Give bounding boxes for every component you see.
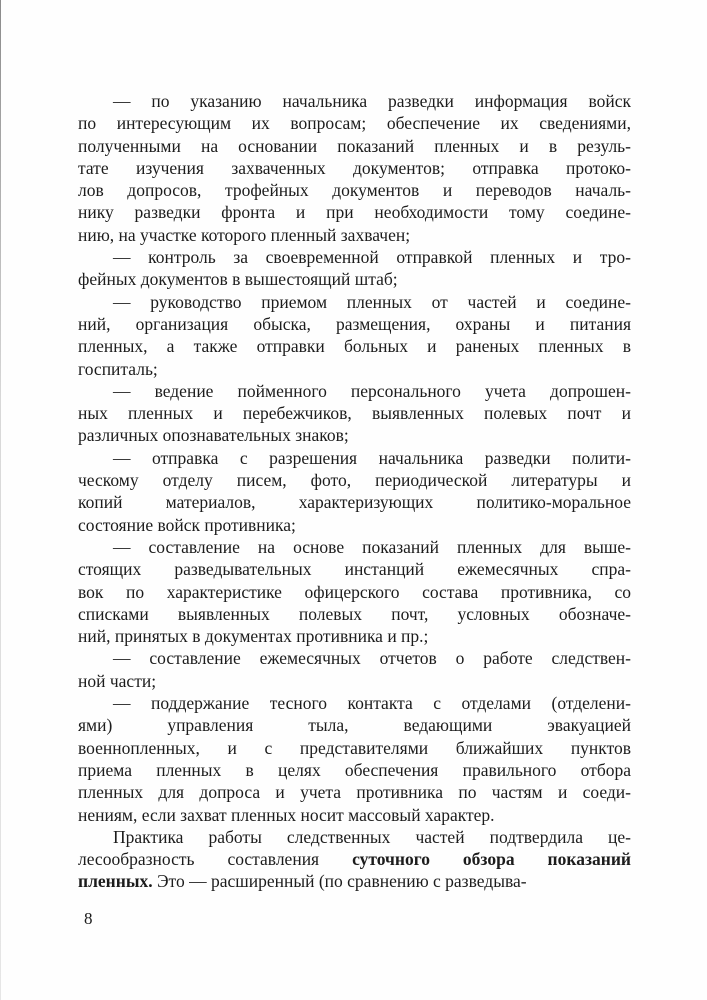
text-line	[78, 291, 631, 313]
text-line	[78, 402, 631, 424]
text-segment: пленных, а также отправки больных и раненых пленных в	[78, 336, 631, 357]
text-segment: — по указанию начальника разведки информация войск	[113, 91, 631, 111]
text-segment: фейных документов в вышестоящий штаб;	[78, 269, 398, 290]
text-segment: Это — расширенный (по сравнению с разведыва-	[152, 871, 527, 892]
text-segment: полученными на основании показаний пленных и в резуль-	[78, 135, 631, 156]
text-line	[78, 781, 631, 803]
text-line	[78, 536, 631, 558]
text-segment: — отправка с разрешения начальника разведки полити-	[113, 447, 631, 468]
text-segment: по интересующим их вопросам; обеспечение их сведениями,	[78, 113, 631, 134]
paragraph	[78, 246, 631, 291]
paragraph	[78, 447, 631, 536]
text-segment: ной части;	[78, 670, 157, 691]
page-number: 8	[84, 909, 93, 928]
text-line	[78, 112, 631, 134]
text-line	[78, 380, 631, 402]
text-segment: пленных для допроса и учета противника по частям и соеди-	[78, 782, 631, 803]
text-line	[78, 157, 631, 179]
text-line	[78, 201, 631, 223]
text-segment: — ведение пойменного персонального учета допрошен-	[113, 380, 631, 401]
text-line	[78, 514, 631, 536]
text-line	[78, 714, 631, 736]
paragraph	[78, 647, 631, 692]
bold-text-segment: пленных.	[78, 871, 153, 892]
paragraph	[78, 826, 631, 893]
text-segment: ческому отделу писем, фото, периодической литературы и	[78, 470, 631, 491]
text-line	[78, 135, 631, 157]
paragraph	[78, 380, 631, 447]
text-segment: Практика работы следственных частей подтвердила це-	[113, 826, 631, 847]
text-line	[78, 692, 631, 714]
text-line	[78, 603, 631, 625]
text-block	[78, 90, 631, 893]
text-line	[78, 558, 631, 580]
text-segment: — контроль за своевременной отправкой пленных и тро-	[113, 247, 631, 268]
text-line	[78, 424, 631, 446]
text-segment: ний, принятых в документах противника и пр.;	[78, 626, 429, 647]
paragraph	[78, 90, 631, 246]
text-segment: приема пленных в целях обеспечения правильного отбора	[78, 759, 631, 780]
text-segment: — составление на основе показаний пленных для выше-	[113, 536, 631, 557]
text-line	[78, 469, 631, 491]
paragraph	[78, 536, 631, 647]
bold-text-segment: суточного обзора показаний	[352, 849, 631, 870]
text-line	[78, 848, 631, 870]
text-segment: копий материалов, характеризующих политико-моральное	[78, 492, 631, 513]
text-segment: тате изучения захваченных документов; отправка протоко-	[78, 157, 631, 178]
text-segment: ями) управления тыла, ведающими эвакуацией	[78, 715, 631, 736]
text-line	[78, 826, 631, 848]
text-segment: военнопленных, и с представителями ближайших пунктов	[78, 737, 631, 758]
text-segment: — руководство приемом пленных от частей и соедине-	[113, 291, 631, 312]
text-line	[78, 313, 631, 335]
text-segment: ных пленных и перебежчиков, выявленных полевых почт и	[78, 403, 631, 424]
text-line	[78, 647, 631, 669]
text-segment: нию, на участке которого пленный захвачен;	[78, 224, 411, 245]
text-line	[78, 804, 631, 826]
text-segment: состояние войск противника;	[78, 514, 296, 535]
text-segment: ний, организация обыска, размещения, охраны и питания	[78, 313, 631, 334]
text-segment: нику разведки фронта и при необходимости тому соедине-	[78, 202, 631, 223]
text-segment: нениям, если захват пленных носит массовый характер.	[78, 804, 495, 825]
text-line	[78, 447, 631, 469]
text-line	[78, 90, 631, 112]
text-segment: списками выявленных полевых почт, условных обозначе-	[78, 603, 631, 624]
text-line	[78, 268, 631, 290]
text-line	[78, 491, 631, 513]
text-line	[78, 870, 631, 892]
text-line	[78, 358, 631, 380]
text-segment: вок по характеристике офицерского состава противника, со	[78, 581, 631, 602]
text-line	[78, 670, 631, 692]
text-segment: — составление ежемесячных отчетов о работе следствен-	[113, 648, 631, 669]
page-scan-edge	[0, 0, 1, 1000]
text-segment: лесообразность составления	[78, 849, 353, 870]
text-line	[78, 179, 631, 201]
text-line	[78, 759, 631, 781]
paragraph	[78, 692, 631, 826]
text-line	[78, 581, 631, 603]
paragraph	[78, 291, 631, 380]
text-segment: различных опознавательных знаков;	[78, 425, 349, 446]
text-line	[78, 224, 631, 246]
text-line	[78, 246, 631, 268]
text-line	[78, 335, 631, 357]
text-line	[78, 737, 631, 759]
text-segment: стоящих разведывательных инстанций ежемесячных спра-	[78, 559, 631, 580]
text-segment: госпиталь;	[78, 358, 158, 379]
text-segment: лов допросов, трофейных документов и переводов началь-	[78, 180, 631, 201]
text-line	[78, 625, 631, 647]
text-segment: — поддержание тесного контакта с отделами (отделени-	[113, 693, 631, 714]
